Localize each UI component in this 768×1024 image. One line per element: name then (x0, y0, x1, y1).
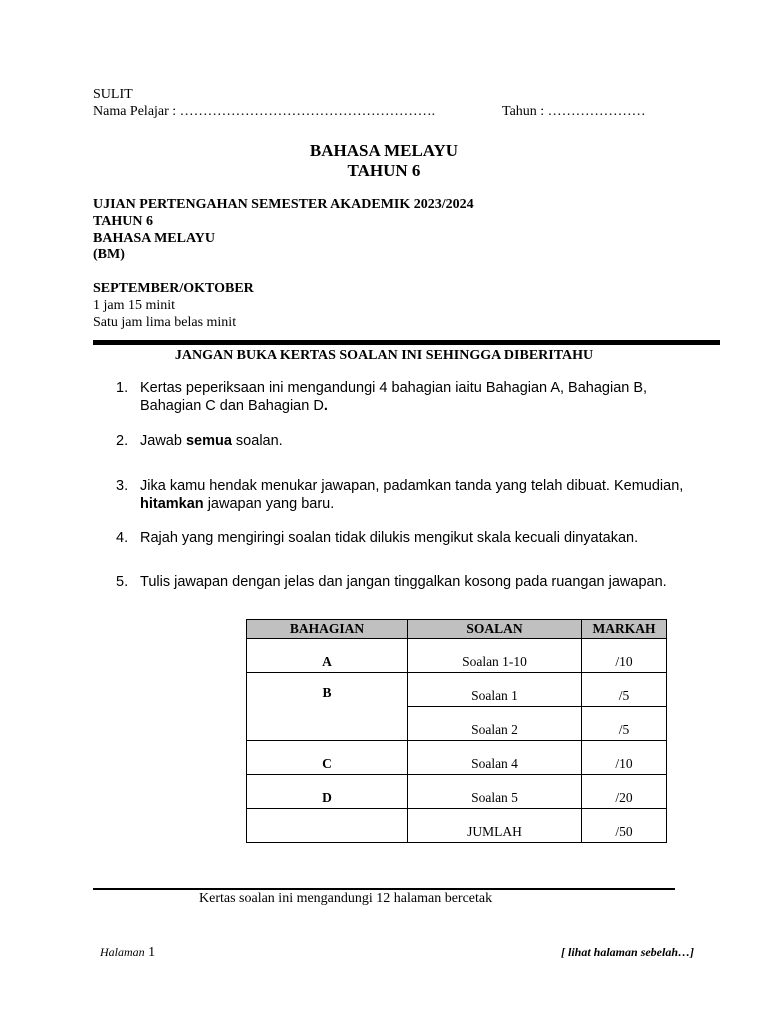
exam-month: SEPTEMBER/OKTOBER (93, 281, 254, 296)
divider (93, 340, 720, 345)
student-name-field: Nama Pelajar : ………………………………………………. (93, 104, 436, 119)
paper-title: BAHASA MELAYU (309, 141, 459, 160)
total-label-cell: JUMLAH (408, 809, 582, 843)
paper-subtitle: TAHUN 6 (347, 161, 421, 180)
exam-subject: BAHASA MELAYU (93, 231, 216, 246)
question-cell: Soalan 5 (408, 775, 582, 809)
warning-notice: JANGAN BUKA KERTAS SOALAN INI SEHINGGA DIBERITAHU (174, 348, 594, 363)
instruction-number: 4. (116, 530, 129, 546)
table-row (247, 639, 667, 673)
mark-cell: /10 (582, 741, 667, 775)
page-number (100, 945, 155, 961)
instruction-item (116, 477, 684, 517)
section-cell: C (247, 741, 408, 775)
instruction-text: Jawab semua soalan. (140, 433, 283, 449)
exam-code: (BM) (93, 247, 125, 262)
column-header: MARKAH (582, 620, 667, 639)
instruction-item (116, 379, 676, 419)
table-row (247, 673, 667, 707)
page-word: Halaman (100, 945, 145, 959)
section-cell: B (247, 673, 408, 741)
table-total-row (247, 809, 667, 843)
instruction-item (116, 573, 676, 613)
page-count-note: Kertas soalan ini mengandungi 12 halaman bercetak (199, 891, 493, 906)
exam-duration: 1 jam 15 minit (93, 298, 176, 313)
total-mark-cell: /50 (582, 809, 667, 843)
exam-name: UJIAN PERTENGAHAN SEMESTER AKADEMIK 2023/2024 (93, 197, 474, 212)
question-cell: Soalan 2 (408, 707, 582, 741)
mark-cell: /5 (582, 673, 667, 707)
section-cell: A (247, 639, 408, 673)
student-year-field: Tahun : ………………… (502, 104, 646, 119)
section-cell (247, 809, 408, 843)
mark-cell: /5 (582, 707, 667, 741)
column-header: BAHAGIAN (247, 620, 408, 639)
instruction-number: 2. (116, 433, 129, 449)
instruction-text: Tulis jawapan dengan jelas dan jangan tinggalkan kosong pada ruangan jawapan. (140, 574, 667, 590)
table-row (247, 775, 667, 809)
classification-label: SULIT (93, 87, 133, 102)
exam-duration-words: Satu jam lima belas minit (93, 315, 237, 330)
question-cell: Soalan 1-10 (408, 639, 582, 673)
instruction-item (116, 432, 676, 452)
page-num: 1 (148, 945, 156, 960)
table-row (247, 741, 667, 775)
table-header-row (247, 620, 667, 639)
next-page-note: [ lihat halaman sebelah…] (561, 945, 695, 959)
marks-table (246, 619, 667, 843)
instruction-text: Rajah yang mengiringi soalan tidak dilukis mengikut skala kecuali dinyatakan. (140, 530, 639, 546)
instruction-text: Jika kamu hendak menukar jawapan, padamkan tanda yang telah dibuat. Kemudian, hitamkan jawapan yang baru. (140, 478, 684, 512)
instruction-number: 1. (116, 380, 129, 396)
question-cell: Soalan 4 (408, 741, 582, 775)
mark-cell: /20 (582, 775, 667, 809)
instruction-number: 3. (116, 478, 129, 494)
divider (93, 888, 675, 890)
question-cell: Soalan 1 (408, 673, 582, 707)
column-header: SOALAN (408, 620, 582, 639)
instruction-number: 5. (116, 574, 129, 590)
instruction-item (116, 529, 676, 549)
section-cell: D (247, 775, 408, 809)
instruction-text: Kertas peperiksaan ini mengandungi 4 bahagian iaitu Bahagian A, Bahagian B, Bahagian C dan Bahagian D. (140, 380, 648, 414)
exam-year: TAHUN 6 (93, 214, 154, 229)
mark-cell: /10 (582, 639, 667, 673)
